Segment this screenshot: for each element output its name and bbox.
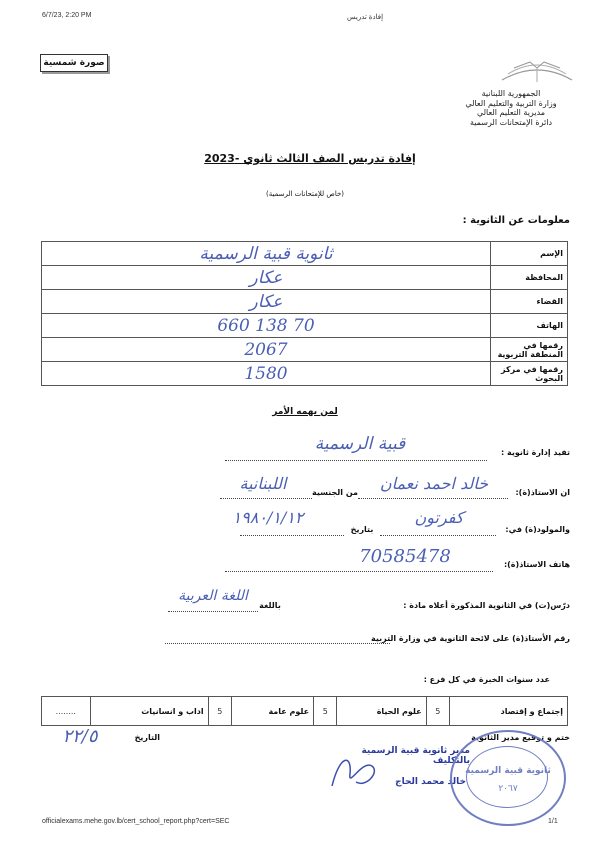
print-title: إفادة تدريس: [346, 14, 384, 21]
phone-label: الهاتف: [491, 314, 568, 338]
nationality-value: اللبنانية: [239, 474, 287, 493]
governorate-label: المحافظة: [491, 266, 568, 290]
director-name: خالد محمد الحاج: [395, 777, 466, 787]
admin-value: قبية الرسمية: [314, 434, 406, 454]
experience-branch-label: علوم عامة: [231, 697, 313, 726]
teacher-dotted-line: [358, 498, 508, 499]
teacher-phone-value: 70585478: [359, 546, 451, 567]
table-row: [42, 290, 568, 314]
document-title: إفادة تدريس الصف الثالث ثانوي -2023: [204, 152, 416, 165]
research-number-label: رقمها في مركز البحوث: [491, 362, 568, 386]
school-info-table: [41, 241, 568, 386]
ministry-logo-icon: [500, 52, 574, 86]
table-row: [42, 697, 568, 726]
born-value: كفرتون: [414, 508, 464, 527]
stamp-inner-ring: [466, 746, 548, 808]
print-datetime: 6/7/23, 2:20 PM: [42, 12, 92, 19]
section-school-info: معلومات عن الثانوية :: [462, 215, 570, 226]
photo-box: صورة شمسية: [40, 54, 108, 72]
district-value: عكار: [42, 290, 491, 314]
birth-date-value: ١٩٨٠/١/١٢: [232, 508, 304, 527]
signature-label: ختم و توقيع مدير الثانوية: [471, 733, 570, 742]
registration-dotted-line: [165, 643, 390, 644]
stamp-number: ٢٠٦٧: [498, 784, 518, 794]
registration-label: رقم الأستاذ(ة) على لائحة الثانوية في وزارة التربية: [371, 634, 570, 643]
admin-label: تفيد إدارة ثانوية :: [500, 448, 570, 457]
language-label: باللغة: [259, 601, 281, 610]
ministry-line-4: دائرة الإمتحانات الرسمية: [469, 117, 553, 127]
to-whom-heading: لمن يهمه الأمر: [272, 407, 338, 417]
district-label: القضاء: [491, 290, 568, 314]
governorate-value: عكار: [42, 266, 491, 290]
table-row: [42, 242, 568, 266]
table-row: [42, 338, 568, 362]
nationality-dotted-line: [220, 498, 312, 499]
birth-date-label: بتاريخ: [350, 525, 374, 534]
born-label: والمولود(ة) في:: [505, 525, 570, 534]
language-dotted-line: [168, 611, 258, 612]
born-dotted-line: [380, 535, 496, 536]
region-number-value: 2067: [42, 338, 491, 362]
language-value: اللغة العربية: [178, 588, 248, 604]
experience-table: [41, 696, 568, 726]
experience-branch-label: علوم الحياة: [337, 697, 426, 726]
ministry-line-1: الجمهورية اللبنانية: [481, 89, 541, 98]
region-number-label: رقمها في المنطقة التربوية: [491, 338, 568, 362]
signature-date-value: ٢٢/٥: [62, 726, 98, 747]
table-row: [42, 362, 568, 386]
signature-date-label: التاريخ: [134, 733, 160, 742]
teacher-value: خالد احمد نعمان: [379, 474, 489, 493]
experience-label: عدد سنوات الخبرة في كل فرع :: [423, 675, 550, 684]
school-stamp: [450, 730, 566, 826]
school-name-value: ثانوية قبية الرسمية: [42, 242, 491, 266]
table-row: [42, 266, 568, 290]
signature-scribble-icon: [326, 748, 386, 794]
ministry-block: [450, 89, 572, 127]
school-name-label: الإسم: [491, 242, 568, 266]
table-row: [42, 314, 568, 338]
phone-value: 70 138 660: [42, 314, 491, 338]
experience-branch-label: إجتماع و إقتصاد: [449, 697, 567, 726]
admin-dotted-line: [225, 460, 487, 461]
ministry-line-3: مديرية التعليم العالي: [476, 108, 546, 117]
ministry-line-2: وزارة التربية والتعليم العالي: [465, 98, 557, 108]
teacher-label: ان الاستاذ(ة):: [515, 488, 570, 497]
director-line: مدير ثانوية قبية الرسمية بالتكليف: [361, 746, 470, 766]
experience-branch-value: 5: [314, 697, 337, 726]
footer-page: 1/1: [548, 818, 558, 825]
experience-branch-value: 5: [208, 697, 231, 726]
experience-branch-label: اداب و انسانيات: [90, 697, 208, 726]
experience-branch-value: ........: [42, 697, 91, 726]
stamp-text: ثانوية قبية الرسمية: [465, 766, 551, 776]
experience-branch-value: 5: [426, 697, 449, 726]
teacher-phone-label: هاتف الاستاذ(ة):: [503, 560, 570, 569]
nationality-label: من الجنسية: [312, 488, 358, 497]
footer-url: officialexams.mehe.gov.lb/cert_school_report.php?cert=SEC: [42, 818, 230, 825]
teacher-phone-dotted-line: [225, 571, 493, 572]
research-number-value: 1580: [42, 362, 491, 386]
document-subtitle: (خاص للإمتحانات الرسمية): [265, 190, 345, 198]
taught-label: درّس(ت) في الثانوية المذكورة أعلاه مادة :: [403, 601, 570, 610]
birth-date-dotted-line: [240, 535, 344, 536]
